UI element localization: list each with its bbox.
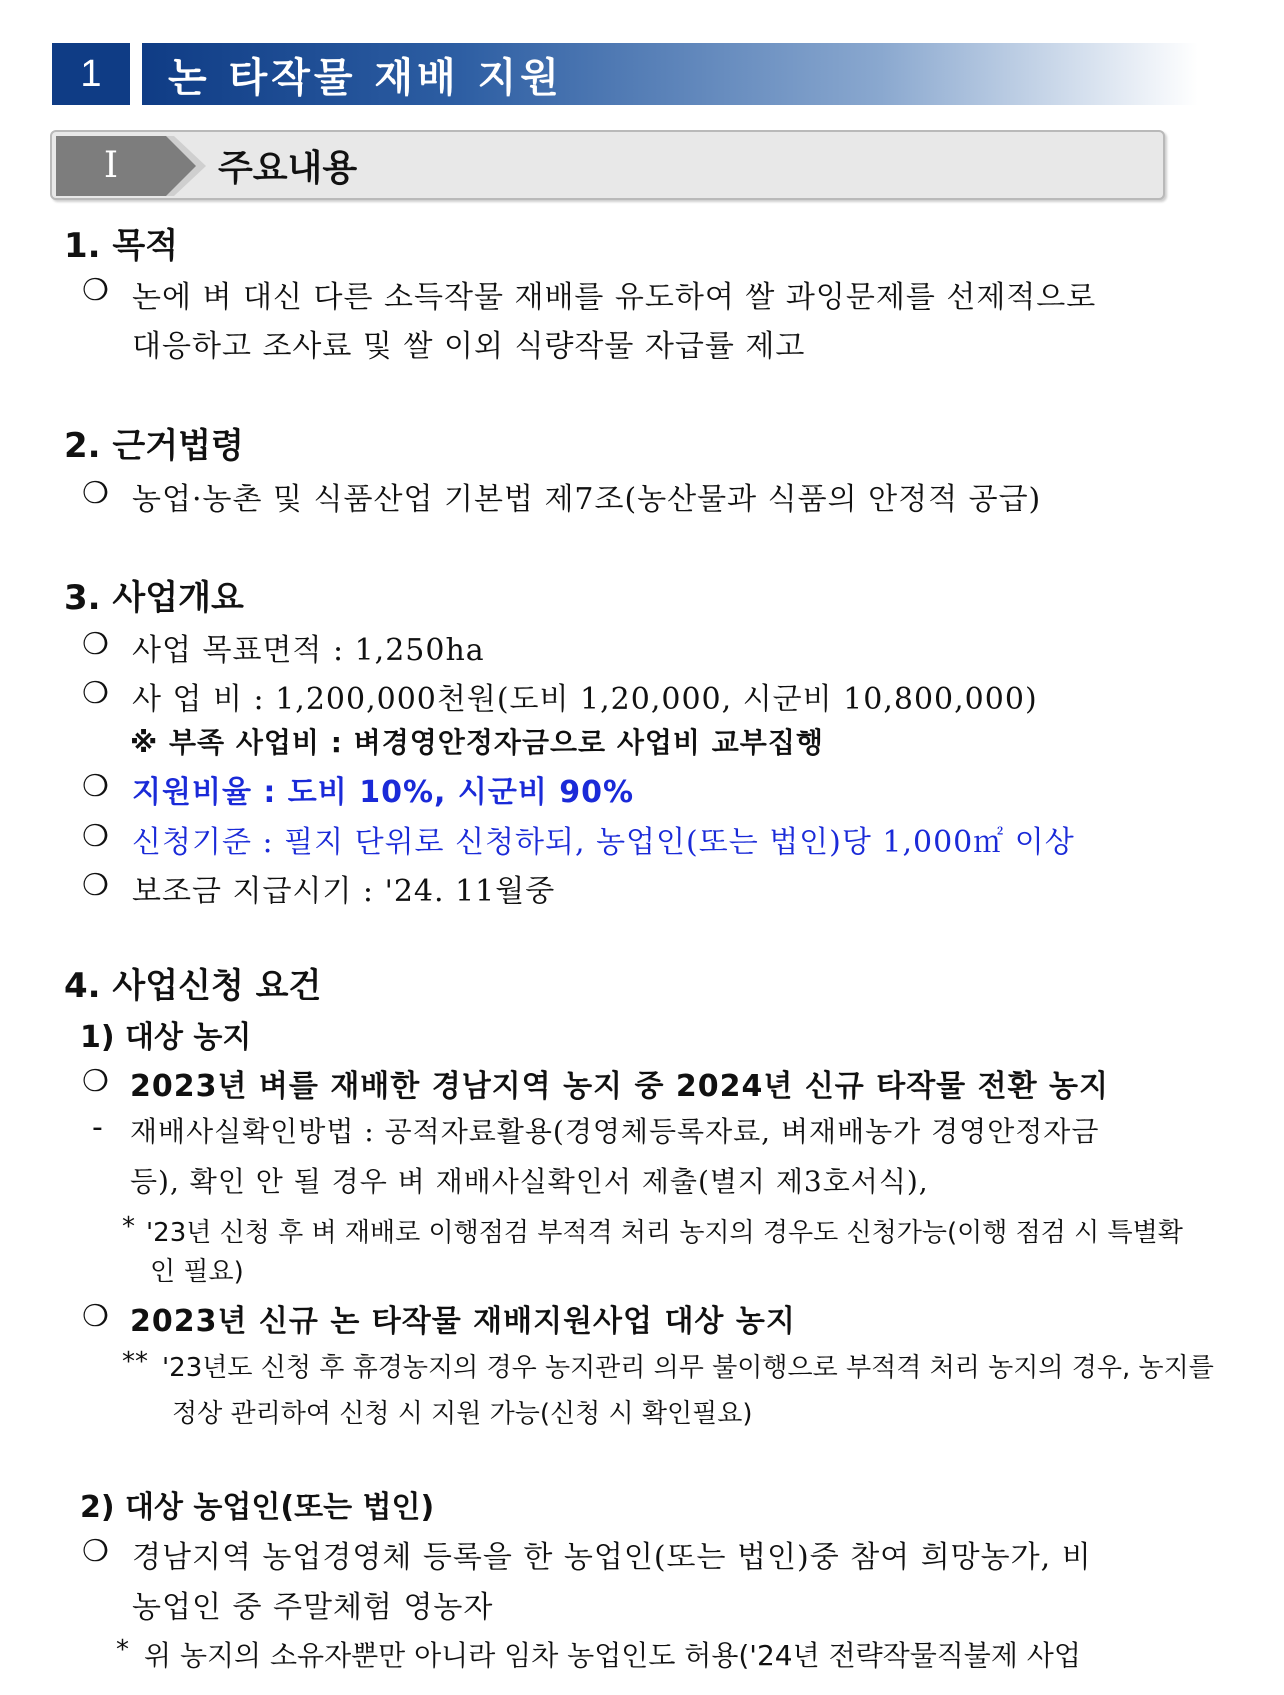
bullet-icon: ❍ [82, 819, 109, 854]
land-note-1-line-2: 인 필요) [150, 1257, 244, 1287]
land-note-2-line-1: '23년도 신청 후 휴경농지의 경우 농지관리 의무 불이행으로 부적격 처리 농지의 경우, 농지를 [162, 1353, 1214, 1383]
farmer-heading: 2) 대상 농업인(또는 법인) [80, 1490, 435, 1525]
chapter-number: 1 [52, 43, 130, 105]
section-title: 주요내용 [218, 148, 358, 189]
overview-payment: 보조금 지급시기 : '24. 11월중 [132, 874, 556, 909]
land-note-2-line-2: 정상 관리하여 신청 시 지원 가능(신청 시 확인필요) [172, 1399, 753, 1429]
note-marker: ** [122, 1347, 148, 1377]
purpose-heading: 1. 목적 [64, 226, 179, 266]
farmer-note-line-1: 위 농지의 소유자뿐만 아니라 임차 농업인도 허용('24년 전략작물직불제 사업 [144, 1639, 1081, 1672]
land-verify-line-2: 등), 확인 안 될 경우 벼 재배사실확인서 제출(별지 제3호서식), [130, 1165, 929, 1198]
requirements-heading: 4. 사업신청 요건 [64, 966, 322, 1006]
bullet-icon: ❍ [82, 273, 109, 308]
legal-heading: 2. 근거법령 [64, 426, 244, 466]
bullet-icon: ❍ [82, 1299, 109, 1334]
purpose-line-2: 대응하고 조사료 및 쌀 이외 식량작물 자급률 제고 [132, 329, 806, 364]
bullet-icon: ❍ [82, 627, 109, 662]
note-marker: * [116, 1635, 129, 1665]
land-item-1: 2023년 벼를 재배한 경남지역 농지 중 2024년 신규 타작물 전환 농지 [130, 1069, 1109, 1104]
land-heading: 1) 대상 농지 [80, 1020, 252, 1055]
bullet-icon: ❍ [82, 676, 109, 711]
overview-budget-note: ※ 부족 사업비 : 벼경영안정자금으로 사업비 교부집행 [130, 726, 824, 759]
land-note-1-line-1: '23년 신청 후 벼 재배로 이행점검 부적격 처리 농지의 경우도 신청가능(이행 점검 시 특별확 [146, 1218, 1183, 1248]
land-item-2: 2023년 신규 논 타작물 재배지원사업 대상 농지 [130, 1304, 796, 1339]
note-marker: * [122, 1212, 135, 1242]
overview-budget: 사 업 비 : 1,200,000천원(도비 1,20,000, 시군비 10,800,000) [132, 682, 1038, 717]
overview-heading: 3. 사업개요 [64, 578, 244, 618]
chapter-title: 논 타작물 재배 지원 [142, 43, 1198, 105]
bullet-icon: ❍ [82, 769, 109, 804]
farmer-item-1-line-1: 경남지역 농업경영체 등록을 한 농업인(또는 법인)중 참여 희망농가, 비 [132, 1540, 1092, 1575]
bullet-icon: ❍ [82, 1064, 109, 1099]
bullet-icon: ❍ [82, 1534, 109, 1569]
bullet-icon: ❍ [82, 868, 109, 903]
overview-ratio: 지원비율 : 도비 10%, 시군비 90% [132, 775, 635, 810]
farmer-item-1-line-2: 농업인 중 주말체험 영농자 [132, 1590, 494, 1625]
dash-marker: - [92, 1110, 104, 1145]
overview-area: 사업 목표면적 : 1,250ha [132, 633, 485, 668]
land-verify-line-1: 재배사실확인방법 : 공적자료활용(경영체등록자료, 벼재배농가 경영안정자금 [130, 1115, 1100, 1148]
legal-line-1: 농업·농촌 및 식품산업 기본법 제7조(농산물과 식품의 안정적 공급) [132, 482, 1042, 517]
purpose-line-1: 논에 벼 대신 다른 소득작물 재배를 유도하여 쌀 과잉문제를 선제적으로 [132, 280, 1097, 315]
overview-criteria: 신청기준 : 필지 단위로 신청하되, 농업인(또는 법인)당 1,000㎡ 이상 [132, 825, 1075, 860]
section-number: I [103, 144, 119, 186]
bullet-icon: ❍ [82, 476, 109, 511]
